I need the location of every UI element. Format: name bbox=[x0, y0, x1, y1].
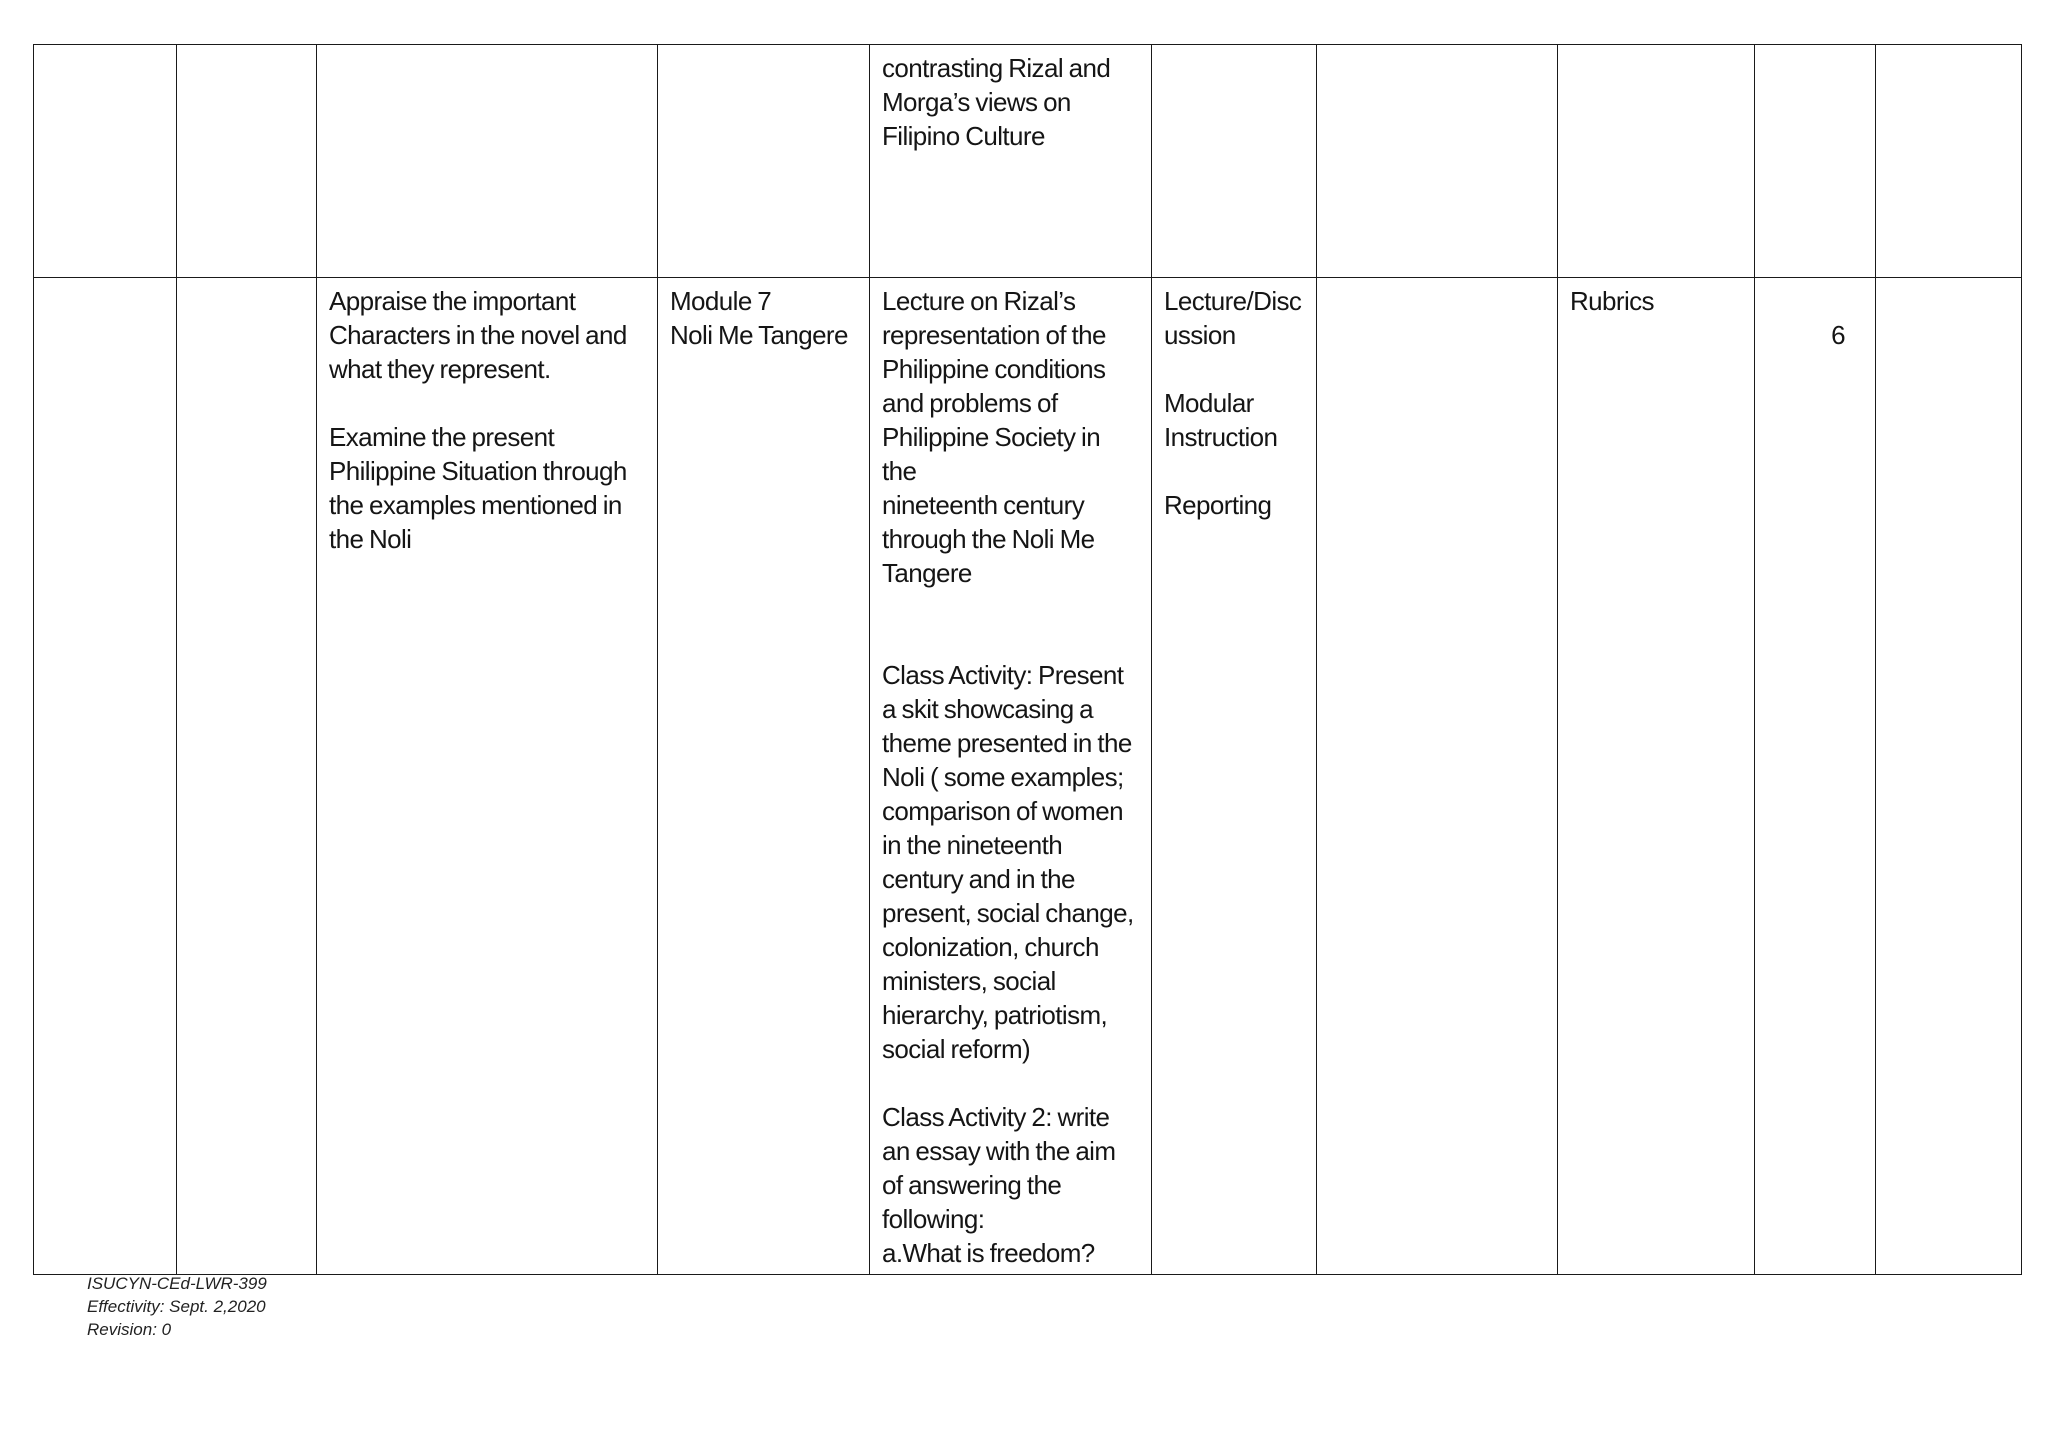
assessment-text: Rubrics bbox=[1570, 286, 1654, 316]
content-text: Lecture on Rizal’s representation of the Philippine conditions and problems of Philippine Society in the nineteenth century through the Noli Me Tangere Class Activity: Present a skit showcasing a theme presented in the Noli ( some examples; comparison of women in the nineteenth century and in the present, social change, colonization, church ministers, social hierarchy, patriotism, social reform) Class Activity 2: write an essay with the aim of answering the following: a.What is freedom? bbox=[882, 286, 1134, 1268]
table-cell-assessment bbox=[1558, 278, 1755, 1275]
table-row bbox=[34, 45, 2022, 278]
hours-text: 6 bbox=[1831, 320, 1845, 350]
table-cell-methods bbox=[1152, 278, 1317, 1275]
document-footer bbox=[87, 1272, 267, 1341]
table-cell-content bbox=[870, 278, 1152, 1275]
module-text: Module 7 Noli Me Tangere bbox=[670, 286, 848, 350]
table-cell-module bbox=[658, 45, 870, 278]
table-cell-resources bbox=[1317, 45, 1558, 278]
table-cell-topic bbox=[177, 45, 317, 278]
table-row bbox=[34, 278, 2022, 1275]
table-cell-hours bbox=[1755, 278, 1876, 1275]
table-cell-remarks bbox=[1876, 278, 2022, 1275]
table-cell-resources bbox=[1317, 278, 1558, 1275]
table-cell-remarks bbox=[1876, 45, 2022, 278]
table-cell-hours bbox=[1755, 45, 1876, 278]
effectivity-date: Effectivity: Sept. 2,2020 bbox=[87, 1297, 266, 1316]
form-code: ISUCYN-CEd-LWR-399 bbox=[87, 1274, 267, 1293]
table-cell-module bbox=[658, 278, 870, 1275]
table-cell-topic bbox=[177, 278, 317, 1275]
content-text: contrasting Rizal and Morga’s views on Filipino Culture bbox=[882, 53, 1111, 151]
table-cell-week bbox=[34, 45, 177, 278]
table-cell-week bbox=[34, 278, 177, 1275]
table-cell-outcomes bbox=[317, 278, 658, 1275]
outcomes-text: Appraise the important Characters in the novel and what they represent. Examine the present Philippine Situation through the examples mentioned in the Noli bbox=[329, 286, 627, 554]
table-cell-content bbox=[870, 45, 1152, 278]
syllabus-table bbox=[33, 44, 2022, 1275]
revision-number: Revision: 0 bbox=[87, 1320, 172, 1339]
table-cell-methods bbox=[1152, 45, 1317, 278]
methods-text: Lecture/Disc ussion Modular Instruction Reporting bbox=[1164, 286, 1302, 520]
table-cell-outcomes bbox=[317, 45, 658, 278]
table-cell-assessment bbox=[1558, 45, 1755, 278]
